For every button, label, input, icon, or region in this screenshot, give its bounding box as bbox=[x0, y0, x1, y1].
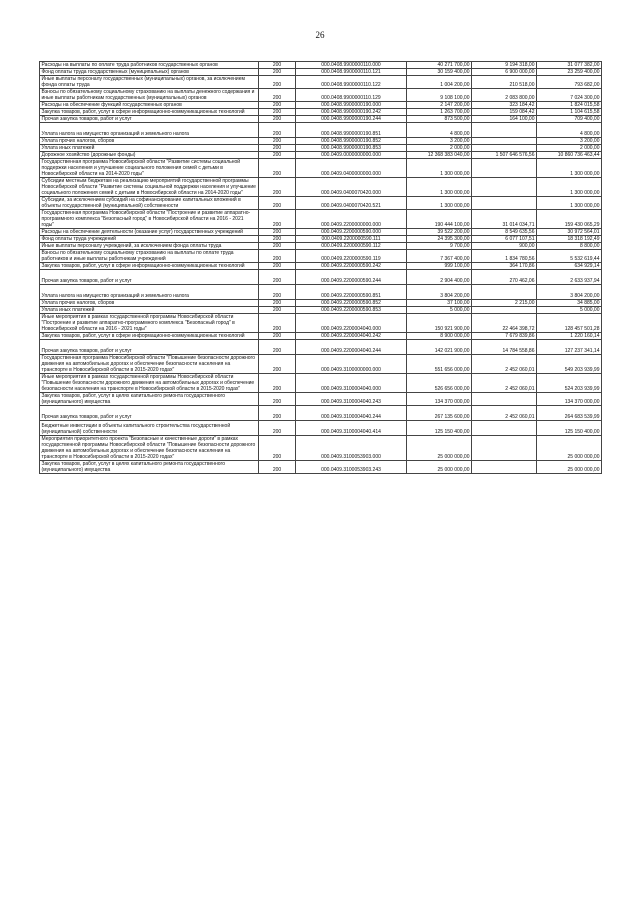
row-grbs: 200 bbox=[259, 421, 296, 436]
row-exec-amount bbox=[472, 461, 537, 474]
row-exec-amount bbox=[472, 421, 537, 436]
table-row bbox=[40, 89, 602, 102]
row-code: 000.0409.0400070420.521 bbox=[296, 197, 407, 210]
row-code: 000.0408.9900000110.000 bbox=[296, 62, 407, 69]
row-rest-amount: 128 457 501,28 bbox=[537, 314, 602, 333]
row-name: Закупка товаров, работ, услуг в целях капитального ремонта государственного (муниципального) имущества bbox=[40, 393, 259, 406]
row-grbs: 200 bbox=[259, 229, 296, 236]
row-name: Закупка товаров, работ, услуг в сфере информационно-коммуникационных технологий bbox=[40, 333, 259, 340]
row-rest-amount: 10 860 736 463,44 bbox=[537, 152, 602, 159]
table-row bbox=[40, 76, 602, 89]
row-plan-amount: 4 800,00 bbox=[407, 123, 472, 138]
row-grbs: 200 bbox=[259, 159, 296, 178]
row-code: 000.0409.3100004040.414 bbox=[296, 421, 407, 436]
row-grbs: 200 bbox=[259, 314, 296, 333]
row-exec-amount: 2 215,00 bbox=[472, 300, 537, 307]
row-grbs: 200 bbox=[259, 76, 296, 89]
row-grbs: 200 bbox=[259, 109, 296, 116]
row-exec-amount bbox=[472, 138, 537, 145]
row-rest-amount: 1 300 000,00 bbox=[537, 197, 602, 210]
row-rest-amount: 8 800,00 bbox=[537, 243, 602, 250]
row-name: Уплата прочих налогов, сборов bbox=[40, 300, 259, 307]
row-rest-amount: 4 800,00 bbox=[537, 123, 602, 138]
row-plan-amount: 1 004 200,00 bbox=[407, 76, 472, 89]
row-plan-amount: 37 100,00 bbox=[407, 300, 472, 307]
row-plan-amount: 3 200,00 bbox=[407, 138, 472, 145]
row-plan-amount: 526 656 000,00 bbox=[407, 374, 472, 393]
row-grbs: 200 bbox=[259, 178, 296, 197]
table-row bbox=[40, 62, 602, 69]
row-plan-amount: 9 108 100,00 bbox=[407, 89, 472, 102]
row-plan-amount: 1 300 000,00 bbox=[407, 159, 472, 178]
row-name: Мероприятия приоритетного проекта "Безопасные и качественные дороги" в рамках государственной программы Новосибирской области "Повышение безопасности дорожного движения на автомобильных дорогах и обеспечение безопасности населения на транспорте в Новосибирской области в 2015-2020 годах" bbox=[40, 436, 259, 461]
row-rest-amount: 18 318 192,49 bbox=[537, 236, 602, 243]
table-row bbox=[40, 138, 602, 145]
row-rest-amount: 3 804 200,00 bbox=[537, 285, 602, 300]
row-code: 000.0409.2200000590.111 bbox=[296, 236, 407, 243]
row-exec-amount: 31 014 034,71 bbox=[472, 210, 537, 229]
row-name: Иные мероприятия в рамках государственной программы Новосибирской области "Построение и развитие аппаратно-программного комплекса "Безопасный город" в Новосибирской области на 2016 - 2021 годы" bbox=[40, 314, 259, 333]
row-name: Прочая закупка товаров, работ и услуг bbox=[40, 340, 259, 355]
row-plan-amount: 7 367 400,00 bbox=[407, 250, 472, 263]
row-name: Государственная программа Новосибирской области "Повышение безопасности дорожного движения на автомобильных дорогах и обеспечение безопасности населения на транспорте в Новосибирской области в 2015-2020 годах" bbox=[40, 355, 259, 374]
row-plan-amount: 25 000 000,00 bbox=[407, 436, 472, 461]
row-plan-amount: 150 921 900,00 bbox=[407, 314, 472, 333]
row-code: 000.0409.2200004040.244 bbox=[296, 340, 407, 355]
row-plan-amount: 2 904 400,00 bbox=[407, 270, 472, 285]
row-code: 000.0409.0400070420.000 bbox=[296, 178, 407, 197]
row-grbs: 200 bbox=[259, 333, 296, 340]
row-rest-amount: 31 077 382,00 bbox=[537, 62, 602, 69]
row-grbs: 200 bbox=[259, 270, 296, 285]
row-plan-amount: 5 000,00 bbox=[407, 307, 472, 314]
row-grbs: 200 bbox=[259, 210, 296, 229]
table-row bbox=[40, 250, 602, 263]
row-code: 000.0409.3100053903.000 bbox=[296, 436, 407, 461]
row-name: Прочая закупка товаров, работ и услуг bbox=[40, 406, 259, 421]
row-code: 000.0408.9900000190.000 bbox=[296, 102, 407, 109]
row-code: 000.0408.9900000110.121 bbox=[296, 69, 407, 76]
row-exec-amount bbox=[472, 159, 537, 178]
row-plan-amount: 2 147 200,00 bbox=[407, 102, 472, 109]
row-name: Иные мероприятия в рамках государственной программы Новосибирской области "Повышение безопасности дорожного движения на автомобильных дорогах и обеспечение безопасности населения на транспорте в Новосибирской области в 2015-2020 годах" bbox=[40, 374, 259, 393]
row-grbs: 200 bbox=[259, 123, 296, 138]
row-name: Прочая закупка товаров, работ и услуг bbox=[40, 270, 259, 285]
row-exec-amount: 6 077 107,51 bbox=[472, 236, 537, 243]
row-exec-amount: 159 084,42 bbox=[472, 109, 537, 116]
row-name: Расходы на обеспечение функций государственных органов bbox=[40, 102, 259, 109]
table-row bbox=[40, 236, 602, 243]
row-name: Расходы на обеспечение деятельности (оказание услуг) государственных учреждений bbox=[40, 229, 259, 236]
row-rest-amount: 3 200,00 bbox=[537, 138, 602, 145]
row-exec-amount: 210 518,00 bbox=[472, 76, 537, 89]
row-plan-amount: 142 021 900,00 bbox=[407, 340, 472, 355]
row-grbs: 200 bbox=[259, 197, 296, 210]
row-code: 000.0408.9900000190.853 bbox=[296, 145, 407, 152]
row-rest-amount: 1 300 000,00 bbox=[537, 159, 602, 178]
row-exec-amount bbox=[472, 178, 537, 197]
row-rest-amount: 34 885,00 bbox=[537, 300, 602, 307]
row-name: Дорожное хозяйство (дорожные фонды) bbox=[40, 152, 259, 159]
row-grbs: 200 bbox=[259, 89, 296, 102]
row-rest-amount: 549 203 939,99 bbox=[537, 355, 602, 374]
table-row bbox=[40, 300, 602, 307]
row-grbs: 200 bbox=[259, 355, 296, 374]
row-grbs: 200 bbox=[259, 102, 296, 109]
row-grbs: 200 bbox=[259, 243, 296, 250]
row-code: 000.0408.9900000110.129 bbox=[296, 89, 407, 102]
row-rest-amount: 5 000,00 bbox=[537, 307, 602, 314]
row-grbs: 200 bbox=[259, 393, 296, 406]
budget-table bbox=[39, 61, 602, 474]
row-code: 000.0409.2200000590.119 bbox=[296, 250, 407, 263]
row-rest-amount: 30 972 564,01 bbox=[537, 229, 602, 236]
row-plan-amount: 125 150 400,00 bbox=[407, 421, 472, 436]
row-grbs: 200 bbox=[259, 263, 296, 270]
row-plan-amount: 267 135 600,00 bbox=[407, 406, 472, 421]
table-row bbox=[40, 109, 602, 116]
row-rest-amount: 2 633 937,94 bbox=[537, 270, 602, 285]
row-name: Взносы по обязательному социальному страхованию на выплаты по оплате труда работников и иные выплаты работникам учреждений bbox=[40, 250, 259, 263]
row-exec-amount bbox=[472, 285, 537, 300]
row-plan-amount: 24 395 300,00 bbox=[407, 236, 472, 243]
row-plan-amount: 30 159 400,00 bbox=[407, 69, 472, 76]
row-code: 000.0409.2200000590.242 bbox=[296, 263, 407, 270]
row-exec-amount: 8 549 635,56 bbox=[472, 229, 537, 236]
row-plan-amount: 1 263 700,00 bbox=[407, 109, 472, 116]
row-grbs: 200 bbox=[259, 152, 296, 159]
row-exec-amount bbox=[472, 145, 537, 152]
table-row bbox=[40, 159, 602, 178]
table-row bbox=[40, 406, 602, 421]
row-grbs: 200 bbox=[259, 300, 296, 307]
row-exec-amount bbox=[472, 393, 537, 406]
row-grbs: 200 bbox=[259, 406, 296, 421]
row-grbs: 200 bbox=[259, 69, 296, 76]
table-row bbox=[40, 210, 602, 229]
row-exec-amount: 14 784 558,86 bbox=[472, 340, 537, 355]
row-exec-amount bbox=[472, 436, 537, 461]
row-exec-amount: 6 900 000,00 bbox=[472, 69, 537, 76]
row-code: 000.0408.9900000190.244 bbox=[296, 116, 407, 123]
row-grbs: 200 bbox=[259, 461, 296, 474]
row-exec-amount: 7 679 839,86 bbox=[472, 333, 537, 340]
row-name: Субсидии, за исключением субсидий на софинансирование капитальных вложений в объекты государственной (муниципальной) собственности bbox=[40, 197, 259, 210]
row-name: Уплата налога на имущество организаций и земельного налога bbox=[40, 285, 259, 300]
row-name: Иные выплаты персоналу государственных (муниципальных) органов, за исключением фонда оплаты труда bbox=[40, 76, 259, 89]
row-grbs: 200 bbox=[259, 436, 296, 461]
row-exec-amount: 1 507 646 576,56 bbox=[472, 152, 537, 159]
row-grbs: 200 bbox=[259, 374, 296, 393]
row-plan-amount: 1 300 000,00 bbox=[407, 178, 472, 197]
row-name: Прочая закупка товаров, работ и услуг bbox=[40, 116, 259, 123]
row-code: 000.0409.2200004040.000 bbox=[296, 314, 407, 333]
row-name: Закупка товаров, работ, услуг в сфере информационно-коммуникационных технологий bbox=[40, 263, 259, 270]
row-rest-amount: 2 000,00 bbox=[537, 145, 602, 152]
row-code: 000.0409.3100004040.243 bbox=[296, 393, 407, 406]
row-code: 000.0409.3100053903.243 bbox=[296, 461, 407, 474]
table-row bbox=[40, 152, 602, 159]
row-grbs: 200 bbox=[259, 285, 296, 300]
row-exec-amount: 270 462,06 bbox=[472, 270, 537, 285]
table-row bbox=[40, 314, 602, 333]
table-row bbox=[40, 123, 602, 138]
row-name: Уплата налога на имущество организаций и земельного налога bbox=[40, 123, 259, 138]
row-name: Уплата иных платежей bbox=[40, 307, 259, 314]
row-name: Бюджетные инвестиции в объекты капитального строительства государственной (муниципальной) собственности bbox=[40, 421, 259, 436]
row-name: Расходы на выплаты по оплате труда работников государственных органов bbox=[40, 62, 259, 69]
row-plan-amount: 8 900 000,00 bbox=[407, 333, 472, 340]
row-code: 000.0409.2200004040.242 bbox=[296, 333, 407, 340]
row-grbs: 200 bbox=[259, 62, 296, 69]
row-plan-amount: 999 100,00 bbox=[407, 263, 472, 270]
row-code: 000.0409.3100004040.244 bbox=[296, 406, 407, 421]
row-grbs: 200 bbox=[259, 236, 296, 243]
row-code: 000.0409.2200000590.851 bbox=[296, 285, 407, 300]
row-exec-amount: 364 170,86 bbox=[472, 263, 537, 270]
row-plan-amount: 1 300 000,00 bbox=[407, 197, 472, 210]
row-rest-amount: 1 300 000,00 bbox=[537, 178, 602, 197]
row-name: Иные выплаты персоналу учреждений, за исключением фонда оплаты труда bbox=[40, 243, 259, 250]
row-rest-amount: 7 024 300,00 bbox=[537, 89, 602, 102]
row-name: Субсидии местным бюджетам на реализацию мероприятий государственной программы Новосибирской области "Развитие системы социальной поддержки населения и улучшение социального положения семей с детьми в Новосибирской области на 2014-2020 годы" bbox=[40, 178, 259, 197]
row-exec-amount: 2 452 060,01 bbox=[472, 374, 537, 393]
row-code: 000.0409.3100004040.000 bbox=[296, 374, 407, 393]
table-row bbox=[40, 436, 602, 461]
row-code: 000.0409.0400000000.000 bbox=[296, 159, 407, 178]
row-rest-amount: 793 682,00 bbox=[537, 76, 602, 89]
table-row bbox=[40, 355, 602, 374]
table-row bbox=[40, 229, 602, 236]
table-row bbox=[40, 374, 602, 393]
row-plan-amount: 134 370 000,00 bbox=[407, 393, 472, 406]
row-plan-amount: 873 500,00 bbox=[407, 116, 472, 123]
row-name: Взносы по обязательному социальному страхованию на выплаты денежного содержания и иные выплаты работникам государственных (муниципальных) органов bbox=[40, 89, 259, 102]
row-name: Закупка товаров, работ, услуг в целях капитального ремонта государственного (муниципального) имущества bbox=[40, 461, 259, 474]
row-code: 000.0409.2200000590.244 bbox=[296, 270, 407, 285]
row-plan-amount: 39 522 200,00 bbox=[407, 229, 472, 236]
row-code: 000.0409.0000000000.000 bbox=[296, 152, 407, 159]
table-row bbox=[40, 421, 602, 436]
row-plan-amount: 25 000 000,00 bbox=[407, 461, 472, 474]
row-exec-amount bbox=[472, 197, 537, 210]
row-exec-amount: 2 083 800,00 bbox=[472, 89, 537, 102]
row-plan-amount: 2 000,00 bbox=[407, 145, 472, 152]
table-row bbox=[40, 270, 602, 285]
row-exec-amount: 2 452 060,01 bbox=[472, 355, 537, 374]
row-plan-amount: 9 700,00 bbox=[407, 243, 472, 250]
row-exec-amount: 9 194 318,00 bbox=[472, 62, 537, 69]
row-rest-amount: 1 824 015,58 bbox=[537, 102, 602, 109]
row-exec-amount: 900,00 bbox=[472, 243, 537, 250]
row-rest-amount: 524 203 939,99 bbox=[537, 374, 602, 393]
row-exec-amount: 2 452 060,01 bbox=[472, 406, 537, 421]
table-row bbox=[40, 102, 602, 109]
row-rest-amount: 125 150 400,00 bbox=[537, 421, 602, 436]
row-exec-amount: 323 184,42 bbox=[472, 102, 537, 109]
table-row bbox=[40, 461, 602, 474]
row-exec-amount bbox=[472, 307, 537, 314]
row-exec-amount: 1 834 780,56 bbox=[472, 250, 537, 263]
row-plan-amount: 40 271 700,00 bbox=[407, 62, 472, 69]
row-grbs: 200 bbox=[259, 340, 296, 355]
table-row bbox=[40, 243, 602, 250]
table-row bbox=[40, 145, 602, 152]
page-number: 26 bbox=[315, 30, 325, 40]
row-rest-amount: 1 104 615,58 bbox=[537, 109, 602, 116]
row-rest-amount: 23 259 400,00 bbox=[537, 69, 602, 76]
table-row bbox=[40, 340, 602, 355]
row-name: Уплата иных платежей bbox=[40, 145, 259, 152]
table-row bbox=[40, 197, 602, 210]
row-code: 000.0408.9900000190.851 bbox=[296, 123, 407, 138]
row-name: Фонд оплаты труда учреждений bbox=[40, 236, 259, 243]
row-code: 000.0408.9900000190.242 bbox=[296, 109, 407, 116]
row-plan-amount: 3 804 200,00 bbox=[407, 285, 472, 300]
table-row bbox=[40, 307, 602, 314]
row-grbs: 200 bbox=[259, 250, 296, 263]
row-plan-amount: 551 656 000,00 bbox=[407, 355, 472, 374]
row-code: 000.0409.2200000590.112 bbox=[296, 243, 407, 250]
row-code: 000.0409.2200000590.000 bbox=[296, 229, 407, 236]
row-plan-amount: 12 368 383 040,00 bbox=[407, 152, 472, 159]
row-rest-amount: 25 000 000,00 bbox=[537, 436, 602, 461]
row-code: 000.0408.9900000110.122 bbox=[296, 76, 407, 89]
row-code: 000.0408.9900000190.852 bbox=[296, 138, 407, 145]
row-name: Государственная программа Новосибирской области "Развитие системы социальной поддержки населения и улучшение социального положения семей с детьми в Новосибирской области на 2014-2020 годы" bbox=[40, 159, 259, 178]
row-exec-amount: 164 100,00 bbox=[472, 116, 537, 123]
table-row bbox=[40, 69, 602, 76]
row-exec-amount: 22 464 398,72 bbox=[472, 314, 537, 333]
row-name: Государственная программа Новосибирской области "Построение и развитие аппаратно-программного комплекса "Безопасный город" в Новосибирской области на 2016 - 2021 годы" bbox=[40, 210, 259, 229]
table-row bbox=[40, 333, 602, 340]
row-code: 000.0409.3100000000.000 bbox=[296, 355, 407, 374]
row-rest-amount: 25 000 000,00 bbox=[537, 461, 602, 474]
row-rest-amount: 5 532 619,44 bbox=[537, 250, 602, 263]
row-code: 000.0409.2200000000.000 bbox=[296, 210, 407, 229]
table-row bbox=[40, 263, 602, 270]
row-rest-amount: 159 430 065,29 bbox=[537, 210, 602, 229]
row-rest-amount: 264 683 539,99 bbox=[537, 406, 602, 421]
table-row bbox=[40, 116, 602, 123]
row-rest-amount: 1 220 160,14 bbox=[537, 333, 602, 340]
row-name: Уплата прочих налогов, сборов bbox=[40, 138, 259, 145]
row-grbs: 200 bbox=[259, 116, 296, 123]
row-name: Фонд оплаты труда государственных (муниципальных) органов bbox=[40, 69, 259, 76]
table-row bbox=[40, 393, 602, 406]
row-grbs: 200 bbox=[259, 145, 296, 152]
row-plan-amount: 190 444 100,00 bbox=[407, 210, 472, 229]
row-rest-amount: 709 400,00 bbox=[537, 116, 602, 123]
row-grbs: 200 bbox=[259, 307, 296, 314]
row-rest-amount: 127 237 341,14 bbox=[537, 340, 602, 355]
row-exec-amount bbox=[472, 123, 537, 138]
row-rest-amount: 634 929,14 bbox=[537, 263, 602, 270]
row-grbs: 200 bbox=[259, 138, 296, 145]
row-name: Закупка товаров, работ, услуг в сфере информационно-коммуникационных технологий bbox=[40, 109, 259, 116]
row-code: 000.0409.2200000590.852 bbox=[296, 300, 407, 307]
row-code: 000.0409.2200000590.853 bbox=[296, 307, 407, 314]
table-row bbox=[40, 178, 602, 197]
table-row bbox=[40, 285, 602, 300]
row-rest-amount: 134 370 000,00 bbox=[537, 393, 602, 406]
